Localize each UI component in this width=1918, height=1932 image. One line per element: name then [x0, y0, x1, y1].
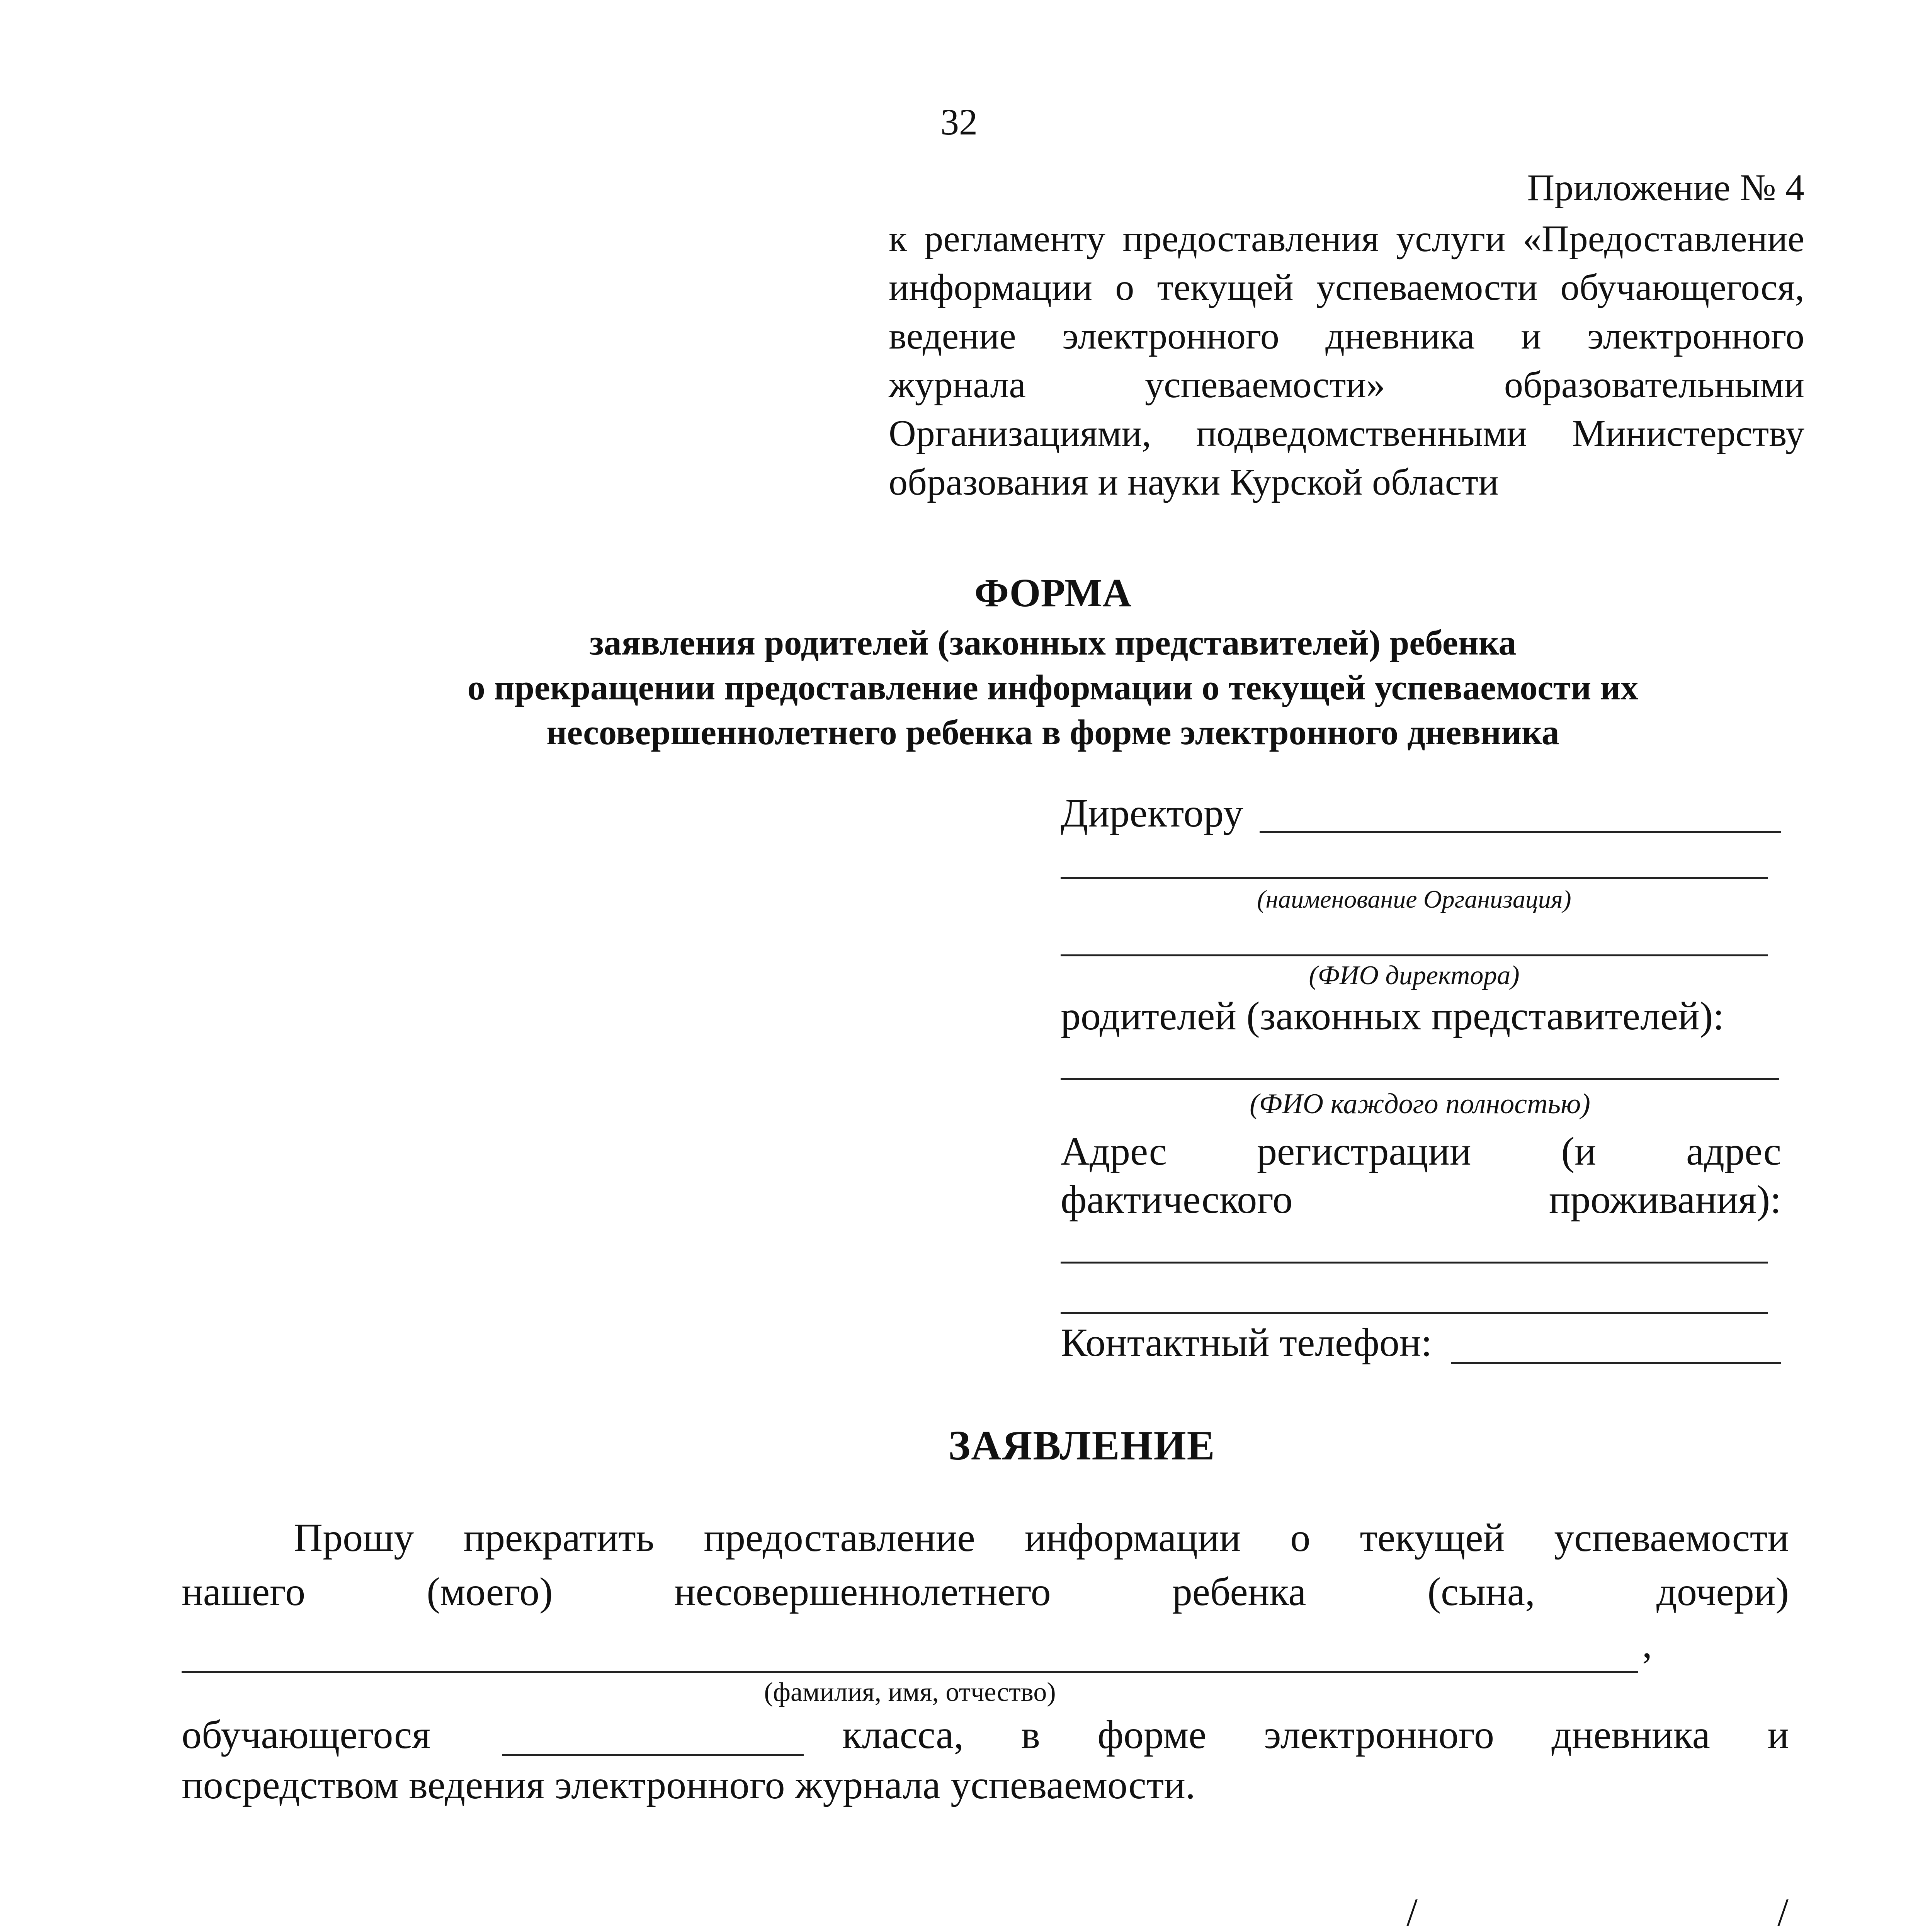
class-field[interactable]: [502, 1754, 804, 1756]
child-name-hint: (фамилия, имя, отчество): [764, 1677, 1056, 1707]
appendix-line: информации о текущей успеваемости обучающегося,: [889, 267, 1804, 308]
statement-word: класса,: [842, 1713, 964, 1757]
statement-word: (сына,: [1427, 1570, 1535, 1614]
director-label: Директору: [1061, 791, 1243, 835]
signature-slash: /: [1406, 1890, 1418, 1932]
statement-word: в: [1021, 1713, 1040, 1757]
statement-word: дочери): [1656, 1570, 1789, 1614]
appendix-line: к регламенту предоставления услуги «Предоставление: [889, 218, 1804, 260]
appendix-line: ведение электронного дневника и электронного: [889, 315, 1804, 357]
address-field-1[interactable]: [1061, 1262, 1768, 1264]
form-subtitle-line: несовершеннолетнего ребенка в форме электронного дневника: [546, 713, 1559, 752]
address-field-2[interactable]: [1061, 1312, 1768, 1314]
address-word: фактического: [1061, 1177, 1293, 1222]
address-word: Адрес: [1061, 1129, 1167, 1173]
appendix-label: Приложение № 4: [1527, 167, 1804, 209]
parents-fio-field[interactable]: [1061, 1078, 1779, 1080]
address-label-line-1: [1061, 1128, 1781, 1174]
statement-line-2: [182, 1569, 1789, 1615]
appendix-line: Организациями, подведомственными Министерству: [889, 413, 1804, 454]
form-subtitle-line: заявления родителей (законных представителей) ребенка: [589, 623, 1517, 662]
director-fio-hint: (ФИО директора): [1309, 961, 1520, 990]
statement-word: ребенка: [1172, 1570, 1306, 1614]
signature-slash-end: /: [1777, 1890, 1789, 1932]
statement-word: несовершеннолетнего: [674, 1570, 1051, 1614]
organization-hint: (наименование Организация): [1257, 885, 1571, 913]
appendix-line: журнала успеваемости» образовательными: [889, 364, 1804, 406]
appendix-line: образования и науки Курской области: [889, 461, 1499, 503]
form-subtitle-line: о прекращении предоставление информации о текущей успеваемости их: [467, 668, 1639, 707]
form-title: ФОРМА: [974, 571, 1132, 615]
organization-name-field[interactable]: [1061, 877, 1768, 879]
child-name-field[interactable]: [182, 1671, 1638, 1673]
address-word: адрес: [1686, 1129, 1781, 1173]
statement-heading: ЗАЯВЛЕНИЕ: [948, 1423, 1216, 1469]
statement-line-1: Прошу прекратить предоставление информации о текущей успеваемости: [294, 1515, 1789, 1560]
statement-word: (моего): [427, 1570, 553, 1614]
statement-word: дневника: [1551, 1713, 1710, 1757]
form-subtitle: [0, 620, 1918, 755]
address-word: (и: [1561, 1129, 1596, 1173]
statement-line-4: посредством ведения электронного журнала успеваемости.: [182, 1763, 1195, 1807]
phone-field[interactable]: [1451, 1362, 1781, 1364]
parents-label: родителей (законных представителей):: [1061, 994, 1724, 1038]
child-name-comma: ,: [1642, 1622, 1652, 1666]
page-number: 32: [940, 101, 978, 143]
student-label: обучающегося: [182, 1713, 431, 1757]
appendix-description: [889, 214, 1804, 507]
statement-word: нашего: [182, 1570, 306, 1614]
statement-word: форме: [1097, 1713, 1207, 1757]
statement-word: и: [1767, 1713, 1789, 1757]
director-fio-field[interactable]: [1061, 954, 1768, 956]
address-label-line-2: [1061, 1177, 1781, 1223]
statement-word: электронного: [1263, 1713, 1494, 1757]
parents-fio-hint: (ФИО каждого полностью): [1250, 1088, 1590, 1120]
statement-line-3: [842, 1712, 1789, 1758]
phone-label: Контактный телефон:: [1061, 1320, 1432, 1365]
address-word: регистрации: [1257, 1129, 1471, 1173]
address-word: проживания):: [1549, 1177, 1781, 1222]
director-field[interactable]: [1260, 831, 1781, 833]
